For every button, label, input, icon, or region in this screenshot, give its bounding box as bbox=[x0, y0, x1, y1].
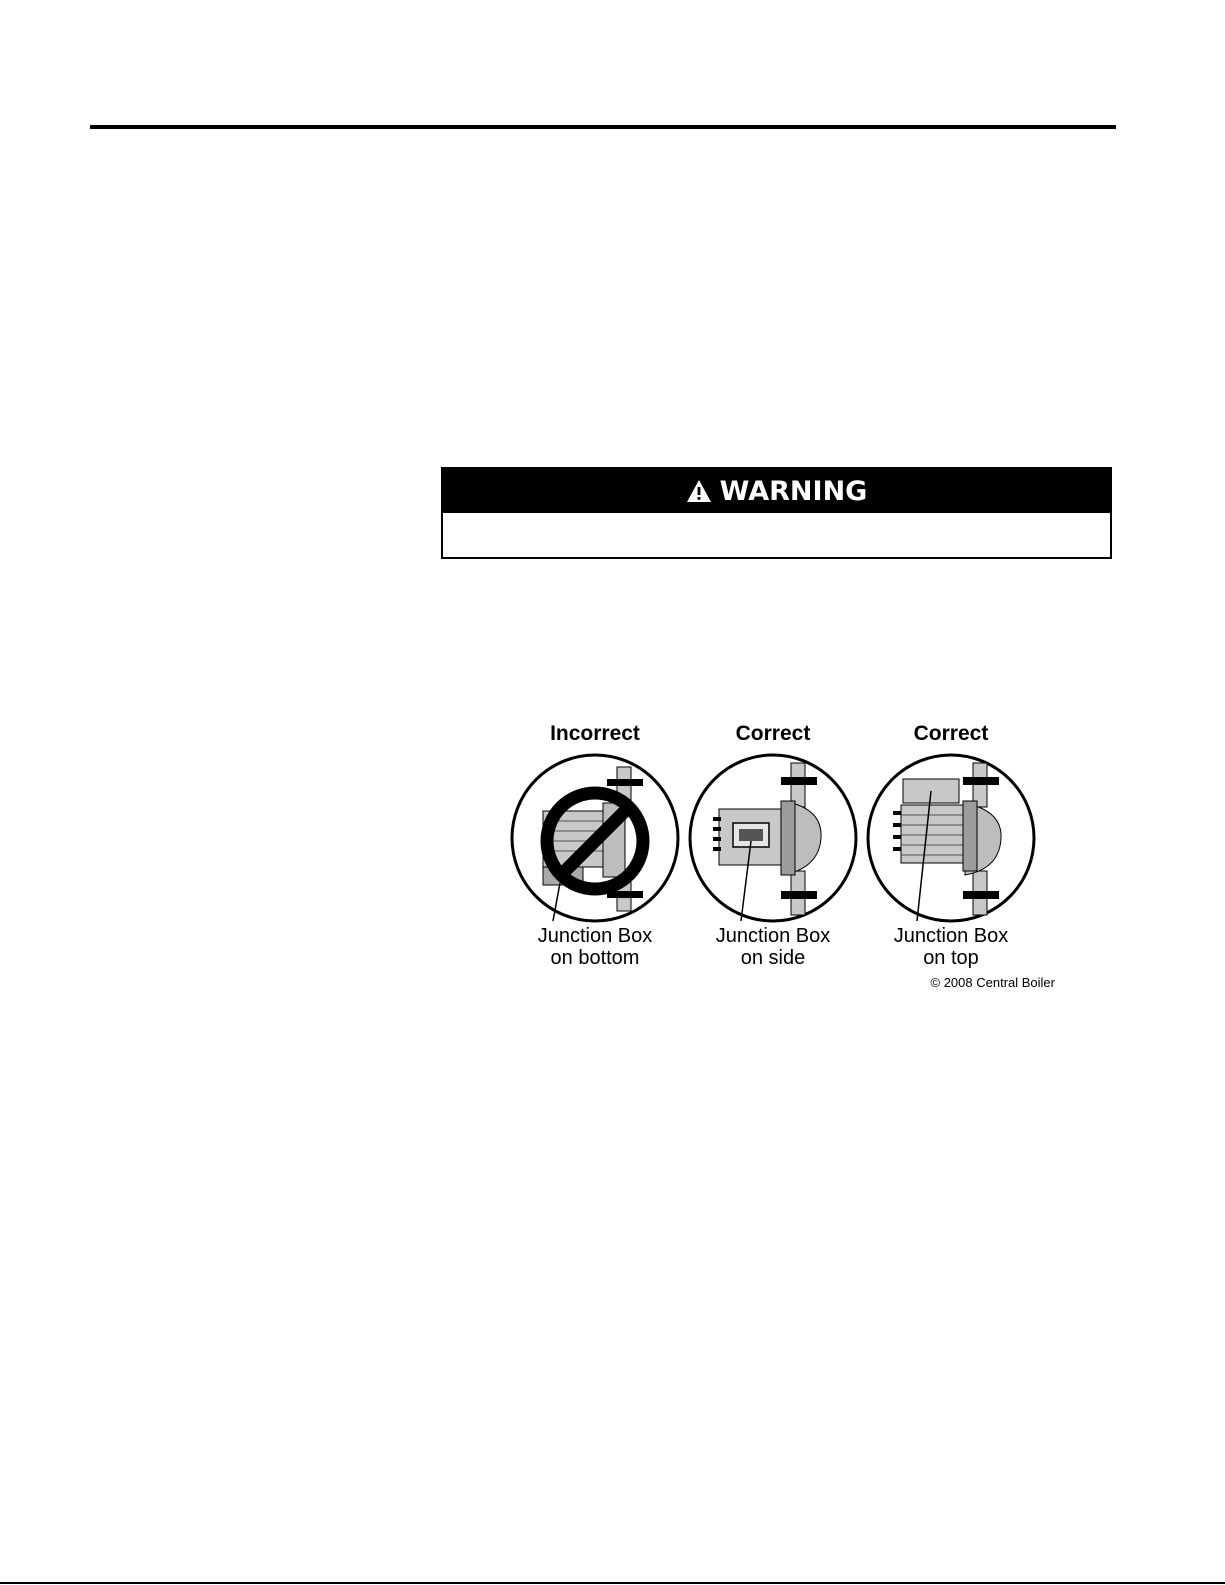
warning-triangle-icon bbox=[686, 479, 712, 503]
panel-caption bbox=[841, 925, 1061, 969]
caption-line: Junction Box bbox=[715, 925, 831, 947]
pump-junction-side-illustration bbox=[683, 753, 863, 923]
warning-label: WARNING bbox=[719, 475, 868, 507]
pump-junction-top-illustration bbox=[861, 753, 1041, 923]
copyright-notice: © 2008 Central Boiler bbox=[930, 975, 1055, 990]
warning-body bbox=[443, 513, 1110, 557]
pump-junction-bottom-illustration bbox=[505, 753, 685, 923]
caption-line: on bottom bbox=[550, 947, 640, 969]
caption-line: Junction Box bbox=[893, 925, 1009, 947]
pump-orientation-figure bbox=[505, 715, 1055, 995]
panel-title: Correct bbox=[913, 722, 989, 745]
panel-correct-top bbox=[861, 715, 1041, 995]
caption-line: Junction Box bbox=[537, 925, 653, 947]
panel-incorrect bbox=[505, 715, 685, 995]
panel-correct-side bbox=[683, 715, 863, 995]
warning-box bbox=[441, 467, 1112, 559]
panel-title: Correct bbox=[735, 722, 811, 745]
panel-title: Incorrect bbox=[550, 722, 640, 745]
caption-line: on top bbox=[923, 947, 979, 969]
header-rule bbox=[90, 125, 1116, 129]
footer-rule bbox=[0, 1582, 1225, 1584]
caption-line: on side bbox=[740, 947, 806, 969]
warning-header bbox=[443, 469, 1110, 513]
